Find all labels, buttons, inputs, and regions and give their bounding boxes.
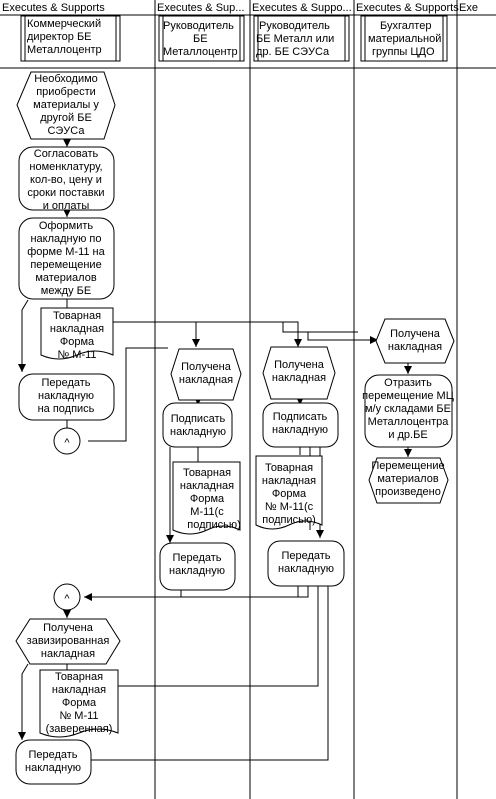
role-3-line-3: др. БЕ СЭУСа (256, 46, 330, 58)
doc-l2-line-2: накладная (179, 480, 235, 492)
flow-doc-visa-up (118, 586, 318, 686)
recv-visa-line-2: завизированная (26, 635, 110, 647)
recv-l3-line-2: накладная (271, 372, 327, 384)
connector-2-glyph: ^ (64, 593, 70, 605)
doc-visa-line-2: накладная (51, 684, 107, 696)
pass-l3-line-2: накладную (278, 563, 334, 575)
need-line-2: приобрести (36, 86, 96, 98)
reflect-line-1: Отразить (384, 377, 432, 389)
recv-l2-line-2: накладная (178, 374, 234, 386)
doc1-line-4: № М-11 (57, 349, 97, 361)
connector-glyphs (64, 437, 70, 605)
reflect-line-4: Металлоцентра (367, 416, 449, 428)
recv-l4-line-1: Получена (390, 328, 440, 340)
invoice-line-2: накладную по (30, 233, 102, 245)
task-sign-l2 (163, 403, 232, 447)
pass-l2-line-1: Передать (172, 552, 222, 564)
lane-header-2: Executes & Sup... (157, 2, 245, 14)
pass-l3-line-1: Передать (281, 550, 331, 562)
recv-l4-line-2: накладная (387, 341, 443, 353)
recv-visa-line-1: Получена (43, 622, 93, 634)
moved-line-1: Перемещение (371, 460, 445, 472)
role-2-line-3: Металлоцентр (163, 46, 238, 58)
send-line-1: Передать (41, 377, 91, 389)
invoice-line-4: перемещение (30, 259, 102, 271)
moved-line-2: материалов (377, 473, 439, 485)
invoice-line-1: Оформить (38, 220, 94, 232)
doc-visa-line-5: (заверенная) (45, 723, 113, 735)
recv-l3-line-1: Получена (274, 359, 324, 371)
doc-visa-line-3: Форма (61, 697, 97, 709)
role-3-line-1: Руководитель (259, 20, 330, 32)
doc1-line-2: накладная (49, 323, 105, 335)
agree-line-2: номенклатуру, (29, 161, 103, 173)
role-1-line-2: директор БЕ (27, 31, 92, 43)
send-line-3: на подпись (37, 403, 95, 415)
invoice-line-6: между БЕ (40, 285, 92, 297)
send-line-2: накладную (38, 390, 94, 402)
role-1-line-3: Металлоцентр (27, 44, 102, 56)
doc-l2-line-4: М-11(с (190, 506, 224, 518)
doc-l2-line-5: подписью) (187, 519, 241, 531)
doc-l3-line-4: № М-11(с (264, 501, 314, 513)
pass-final-line-2: накладную (25, 762, 81, 774)
need-line-1: Необходимо (34, 73, 98, 85)
reflect-line-5: и др.БЕ (388, 429, 428, 441)
role-2-line-1: Руководитель (163, 20, 234, 32)
invoice-line-3: форме М-11 на (27, 246, 105, 258)
agree-line-5: и оплаты (42, 200, 90, 212)
need-line-3: материалы у (33, 99, 99, 111)
flow-invoice-send (22, 300, 28, 372)
moved-line-3: произведено (375, 486, 441, 498)
flow-recv-pass (22, 664, 28, 740)
node-labels (25, 73, 454, 774)
role-1-line-1: Коммерческий (27, 18, 102, 30)
doc-l3-line-1: Товарная (264, 462, 314, 474)
flow-doc-l4 (308, 332, 378, 340)
sign-l3-line-1: Подписать (272, 411, 328, 423)
doc-l3-line-3: Форма (271, 488, 307, 500)
sign-l3-line-2: накладную (272, 424, 328, 436)
recv-visa-line-3: накладная (40, 648, 96, 660)
lane-header-1: Executes & Supports (2, 2, 105, 14)
invoice-line-5: материалов (35, 272, 97, 284)
connector-1-glyph: ^ (64, 437, 70, 449)
role-3-line-2: БЕ Металл или (256, 33, 335, 45)
doc-visa-line-4: № М-11 (59, 710, 99, 722)
need-line-5: СЭУСа (47, 125, 85, 137)
recv-l2-line-1: Получена (181, 361, 231, 373)
sign-l2-line-2: накладную (170, 426, 226, 438)
reflect-line-2: перемещение МЦ (362, 390, 454, 402)
lane-header-3: Executes & Suppo... (252, 2, 352, 14)
pass-final-line-1: Передать (28, 749, 78, 761)
doc-l2-line-3: Форма (189, 493, 225, 505)
pass-l2-line-2: накладную (169, 565, 225, 577)
doc1-line-3: Форма (59, 336, 95, 348)
role-2-line-2: БЕ (193, 33, 208, 45)
role-4-line-3: группы ЦДО (372, 46, 435, 58)
doc-l3-line-2: накладная (261, 475, 317, 487)
doc1-line-1: Товарная (52, 310, 102, 322)
need-line-4: другой БЕ (40, 112, 92, 124)
flow-doc-l4a (283, 322, 358, 332)
agree-line-1: Согласовать (33, 148, 99, 160)
doc-l2-line-1: Товарная (182, 467, 232, 479)
agree-line-3: кол-во, цену и (30, 174, 102, 186)
agree-line-4: сроки поставки (27, 187, 105, 199)
role-4-line-2: материальной (368, 33, 442, 45)
lane-header-4: Executes & Supports (356, 2, 459, 14)
flow-pass-final-up (90, 586, 328, 760)
role-labels (27, 18, 441, 58)
lane-headers (2, 2, 478, 14)
role-4-line-1: Бухгалтер (380, 20, 432, 32)
sign-l2-line-1: Подписать (170, 413, 226, 425)
lane-header-5: Exe (459, 2, 478, 14)
reflect-line-3: м/у складами БЕ (364, 403, 452, 415)
doc-visa-line-1: Товарная (54, 671, 104, 683)
flow-doc-l3 (113, 322, 298, 347)
doc-l3-line-5: подписью) (262, 514, 316, 526)
